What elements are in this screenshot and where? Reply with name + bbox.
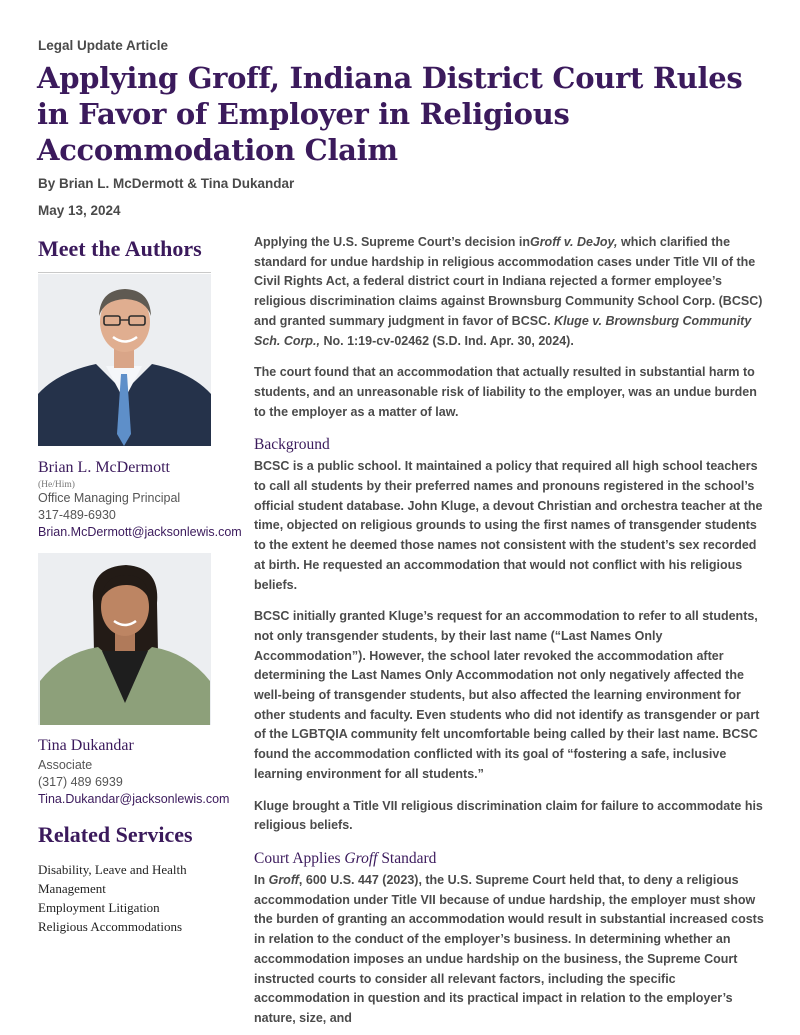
article-type-label: Legal Update Article [38,38,169,53]
author-role: Office Managing Principal [38,491,181,505]
service-link[interactable]: Employment Litigation [38,900,160,915]
service-link[interactable]: Religious Accommodations [38,919,183,934]
author-name[interactable]: Brian L. McDermott [38,459,170,476]
related-services-heading: Related Services [38,822,193,847]
author-role: Associate [38,758,93,772]
article-body [254,233,766,1035]
background-paragraph: BCSC initially granted Kluge’s request for an accommodation to refer to all students, not only transgender students, by their last name (“Last Names Only Accommodation”). However, the school later revoked the accommodation after determining the Last Names Only Accommodation not only negatively affected the well-being of transgender students, but also affected the learning environment for other students and faculty. Even students who did not identify as transgender or part of the LGBTQIA community felt uncomfortable being called by their last name. BCSC found the accommodation conflicted with its goal of “fostering a safe, inclusive learning environment for all students.” [254,609,760,781]
background-paragraph: Kluge brought a Title VII religious discrimination claim for failure to accommodate his religious beliefs. [254,798,763,833]
sidebar [38,236,242,936]
author-photo-dukandar[interactable] [38,553,211,725]
intro-paragraph: Applying the U.S. Supreme Court’s decision inGroff v. DeJoy, which clarified the standard for undue hardship in religious accommodation cases under Title VII of the Civil Rights Act, a federal district court in Indiana rejected a former employee’s religious discrimination claims against Brownsburg Community School Corp. (BCSC) and granted summary judgment in favor of BCSC. Kluge v. Brownsburg Community Sch. Corp., No. 1:19-cv-02462 (S.D. Ind. Apr. 30, 2024). [254,235,763,348]
case-citation: Kluge v. Brownsburg Community Sch. Corp., [254,313,752,348]
meet-authors-heading: Meet the Authors [38,236,211,273]
article-title: Applying Groff, Indiana District Court Rules in Favor of Employer in Religious Accommodation Claim [37,61,743,167]
service-link[interactable]: Disability, Leave and Health Management [38,862,187,896]
related-services-list [38,860,238,936]
case-citation: Groff v. DeJoy, [529,235,618,249]
author-phone[interactable]: 317-489-6930 [38,508,116,522]
author-phone[interactable]: (317) 489 6939 [38,775,123,789]
summary-paragraph: The court found that an accommodation that actually resulted in substantial harm to students, and an unreasonable risk of liability to the employer, was an undue burden to the employer as a matter of law. [254,365,757,419]
publish-date: May 13, 2024 [38,203,121,218]
author-email-link[interactable]: Tina.Dukandar@jacksonlewis.com [38,792,230,806]
court-paragraph: In Groff, 600 U.S. 447 (2023), the U.S. Supreme Court held that, to deny a religious accommodation under Title VII because of undue hardship, the employer must show the burden of granting an accommodation would result in substantial increased costs in relation to the conduct of the employer’s business. In determining whether an accommodation imposes an undue hardship on the business, the Supreme Court instructed courts to consider all relevant factors, including the specific accommodation in question and its practical impact in relation to the employer’s nature, size, and [254,872,764,1025]
author-name[interactable]: Tina Dukandar [38,737,134,754]
author-pronouns: (He/Him) [38,480,75,490]
author-photo-mcdermott[interactable] [38,274,211,446]
case-citation: Groff [268,872,299,887]
background-heading: Background [254,436,330,454]
byline: By Brian L. McDermott & Tina Dukandar [38,176,295,191]
author-email-link[interactable]: Brian.McDermott@jacksonlewis.com [38,525,242,539]
background-paragraph: BCSC is a public school. It maintained a policy that required all high school teachers to call all students by their preferred names and pronouns registered in the school’s official student database. John Kluge, a devout Christian and orchestra teacher at the time, objected on religious grounds to using the first names of transgender students to the extent he deemed those names not consistent with the student’s sex recorded at birth. He requested an accommodation that would not conflict with his religious beliefs. [254,459,763,592]
court-heading: Court Applies Groff Standard [254,849,437,867]
